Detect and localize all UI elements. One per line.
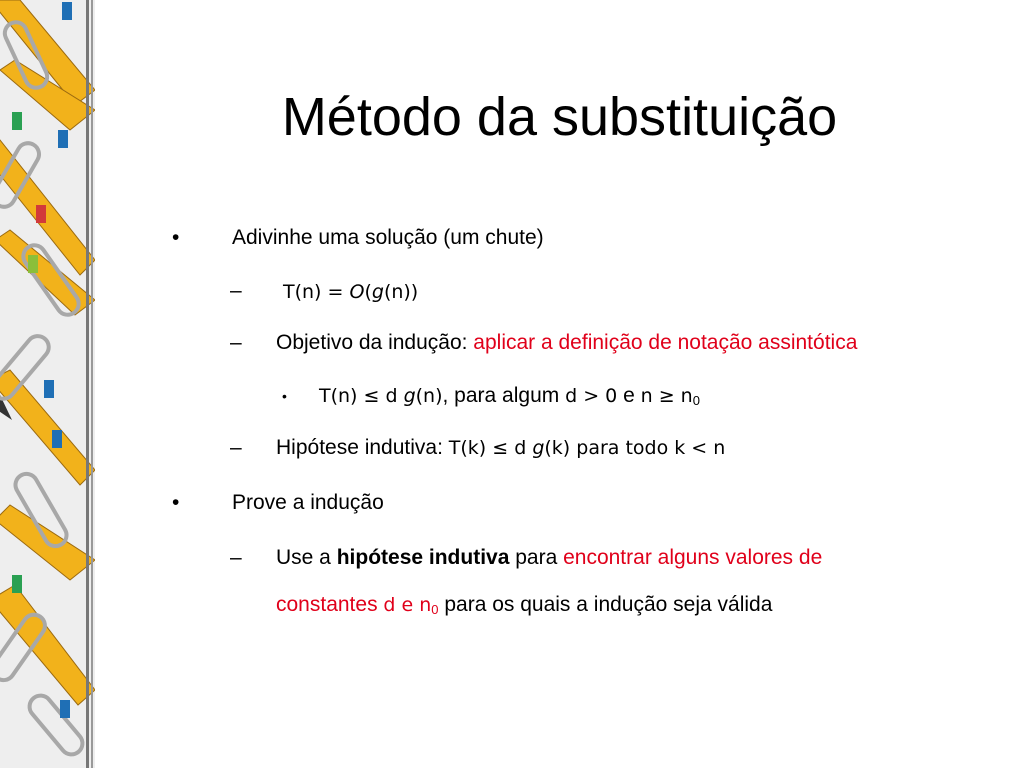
decorative-side-border (0, 0, 95, 768)
bullet-2-sub-1-line-2: constantes d e $n_0$ para os quais a indução seja válida (276, 593, 773, 617)
bullet-1-text: Adivinhe uma solução (um chute) (232, 226, 544, 249)
bullet-1-sub-2: Objetivo da indução: aplicar a definição de notação assintótica (276, 331, 858, 354)
dash-marker: – (230, 331, 242, 354)
slide-title: Método da substituição (281, 87, 838, 147)
bullet-2-sub-1-line-1: Use a hipótese indutiva para encontrar alguns valores de (276, 546, 823, 569)
dash-marker: – (230, 436, 242, 459)
bullet-1-sub-2-sub-1: T(n) ≤ d g(n), para algum d > 0 e $n \ge n_0$ (319, 384, 700, 408)
bullet-1-sub-1: T(n) = O(g(n)) (283, 281, 419, 303)
bullet-1-sub-3: Hipótese indutiva: T(k) ≤ d g(k) para todo k < n (276, 436, 726, 459)
bullet-marker: • (172, 226, 180, 249)
dash-marker: – (230, 279, 242, 302)
bullet-2-text: Prove a indução (232, 491, 384, 514)
small-bullet-marker: • (282, 388, 287, 404)
bullet-marker: • (172, 491, 180, 514)
dash-marker: – (230, 546, 242, 569)
